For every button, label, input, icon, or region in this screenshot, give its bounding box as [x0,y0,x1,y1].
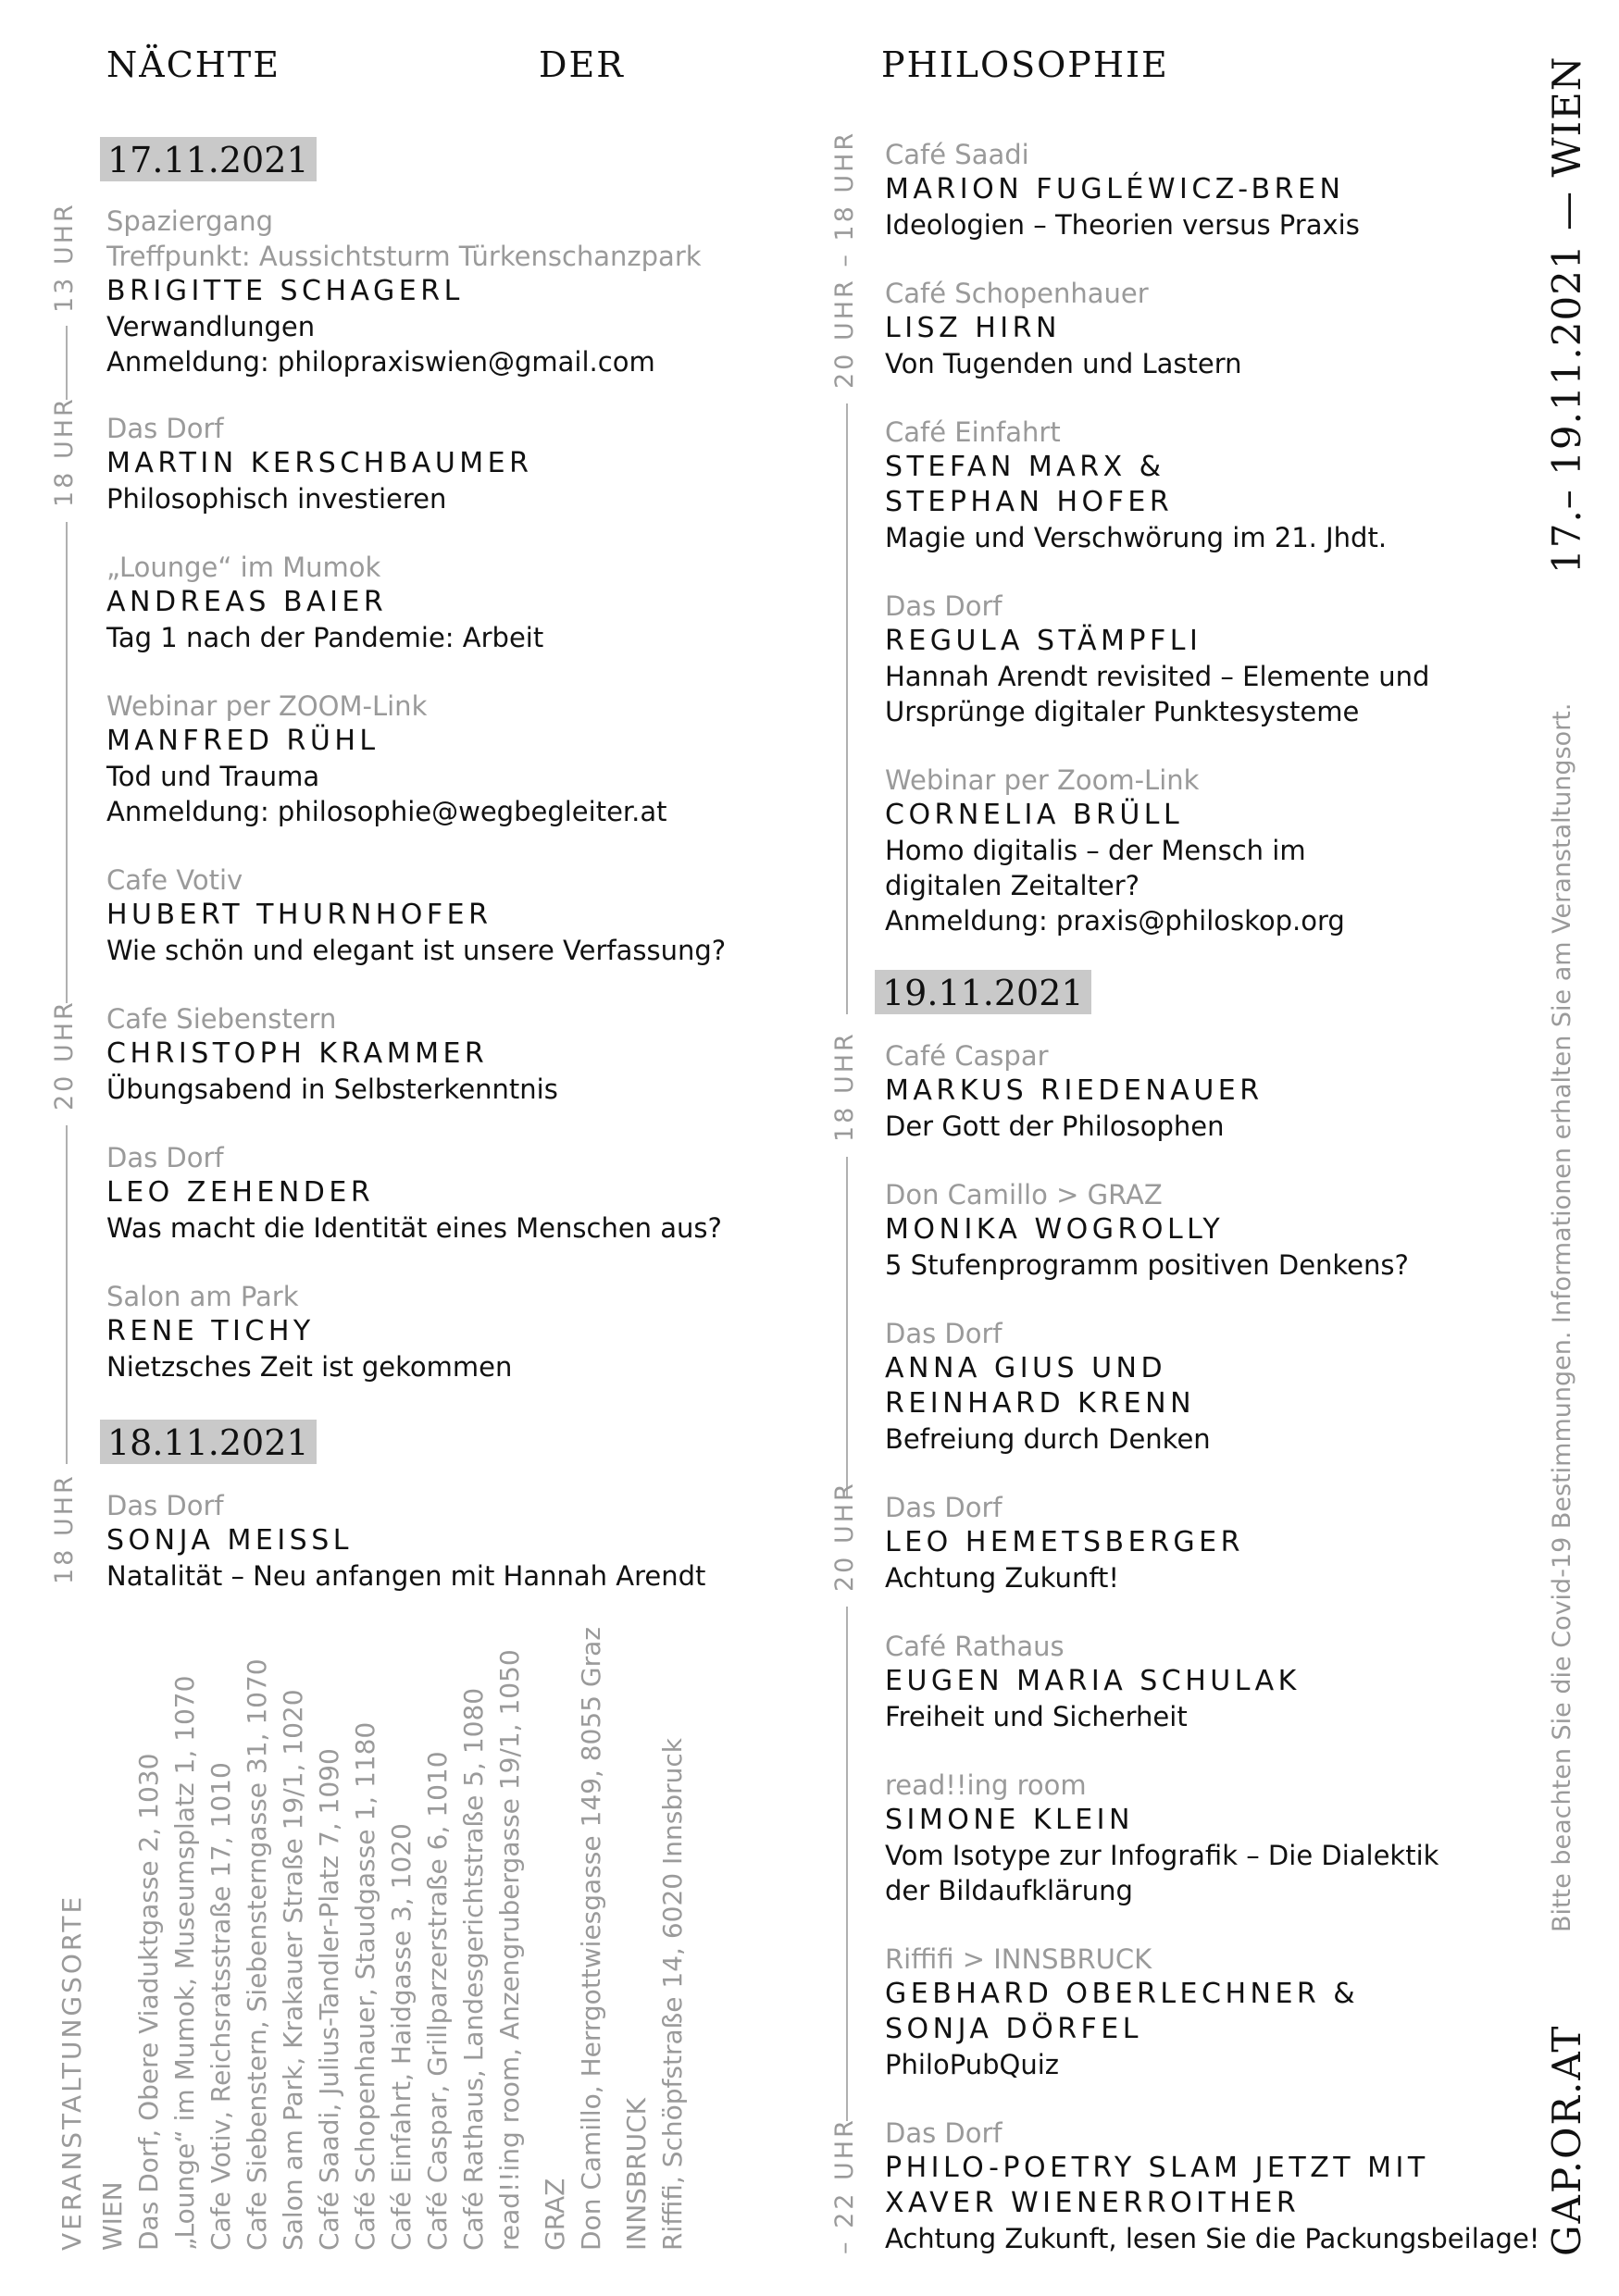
speaker-name: MONIKA WOGROLLY [885,1213,1225,1246]
speaker-name: STEFAN MARX & [885,451,1165,483]
event-venue: Das Dorf [106,413,224,444]
event-entry [885,763,1551,938]
spacer [609,1627,618,2251]
time-label: 18 UHR [50,396,79,507]
event-entry [885,1177,1551,1283]
event-entry [106,1001,773,1107]
event-title: Natalität – Neu anfangen mit Hannah Arendt [106,1560,706,1592]
event-entry [885,1316,1551,1457]
event-title: Verwandlungen [106,311,316,342]
timeline-line [66,326,68,400]
location-item: Café Schopenhauer, Staudgasse 1, 1180 [350,1721,380,2251]
event-title: Was macht die Identität eines Menschen aus? [106,1212,722,1244]
event-entry [885,589,1551,729]
time-label: 18 UHR [830,1031,859,1142]
event-dates-city: 17.– 19.11.2021 — WIEN [1544,56,1589,574]
location-item: Café Rathaus, Landesgerichtstraße 5, 1080 [458,1687,489,2251]
event-title: Befreiung durch Denken [885,1423,1211,1455]
event-title: Achtung Zukunft! [885,1562,1120,1594]
event-venue: Cafe Siebenstern [106,1003,337,1035]
location-item: Café Caspar, Grillparzerstraße 6, 1010 [422,1751,453,2251]
locations-heading: VERANSTALTUNGSORTE [56,1893,87,2251]
speaker-name: BRIGITTE SCHAGERL [106,275,464,307]
event-entry [885,1490,1551,1595]
location-region-wien: WIEN [97,2181,128,2251]
event-entry [106,550,773,655]
event-venue: Spaziergang [106,205,274,237]
event-title: Vom Isotype zur Infografik – Die Dialektik [885,1840,1439,1871]
speaker-name: STEPHAN HOFER [885,486,1174,518]
date-label-1: 17.11.2021 [100,137,317,181]
speaker-name: ANNA GIUS UND [885,1352,1167,1384]
location-item: Cafe Siebenstern, Siebensterngasse 31, 1070 [242,1658,272,2251]
event-entry [106,1140,773,1246]
event-venue: Das Dorf [885,2117,1003,2149]
event-venue: read!!ing room [885,1769,1087,1801]
location-region-graz: GRAZ [540,2178,570,2251]
event-venue: Café Rathaus [885,1631,1065,1662]
time-label: 20 UHR – 18 UHR [830,130,859,389]
event-title: PhiloPubQuiz [885,2049,1059,2080]
location-item: „Lounge“ im Mumok, Museumsplatz 1, 1070 [169,1675,200,2251]
event-title: digitalen Zeitalter? [885,870,1140,901]
speaker-name: MANFRED RÜHL [106,725,380,757]
event-title: Ursprünge digitaler Punktesysteme [885,696,1360,727]
event-entry [106,863,773,968]
speaker-name: LISZ HIRN [885,312,1061,344]
speaker-name: EUGEN MARIA SCHULAK [885,1665,1301,1697]
event-venue-detail: Treffpunkt: Aussichtsturm Türkenschanzpark [106,241,702,272]
event-entry [885,2116,1551,2256]
event-title: Wie schön und elegant ist unsere Verfassung? [106,935,727,966]
covid-notice: Bitte beachten Sie die Covid-19 Bestimmungen. Informationen erhalten Sie am Veranstaltungsort. [1548,702,1576,1932]
event-title: 5 Stufenprogramm positiven Denkens? [885,1249,1409,1281]
speaker-name: GEBHARD OBERLECHNER & [885,1978,1360,2010]
website-url[interactable]: GAP.OR.AT [1544,2024,1589,2256]
date-label-2: 18.11.2021 [100,1420,317,1464]
event-entry [885,1942,1551,2082]
event-entry [885,276,1551,381]
timeline-line [846,403,848,1014]
speaker-name: REGULA STÄMPFLI [885,625,1202,657]
timeline-line [66,1125,68,1464]
event-title: Nietzsches Zeit ist gekommen [106,1351,513,1383]
speaker-name: MARKUS RIEDENAUER [885,1074,1264,1107]
event-entry [106,204,773,379]
event-entry [885,1629,1551,1734]
event-entry [885,1038,1551,1144]
time-label: 20 UHR [50,999,79,1111]
speaker-name: MARTIN KERSCHBAUMER [106,447,533,479]
event-entry [106,1279,773,1384]
event-venue: Café Saadi [885,139,1029,170]
location-item: Café Saadi, Julius-Tandler-Platz 7, 1090 [314,1748,344,2251]
event-entry [885,415,1551,555]
event-title: Magie und Verschwörung im 21. Jhdt. [885,522,1388,553]
event-entry [106,689,773,829]
speaker-name: MARION FUGLÉWICZ-BREN [885,173,1345,205]
event-venue: Das Dorf [106,1490,224,1521]
event-venue: Café Schopenhauer [885,278,1149,309]
time-label: 20 UHR [830,1481,859,1592]
location-item: Don Camillo, Herrgottwiesgasse 149, 8055 Graz [576,1627,606,2251]
speaker-name: ANDREAS BAIER [106,586,388,618]
event-venue: Das Dorf [885,1492,1003,1523]
speaker-name: SIMONE KLEIN [885,1804,1134,1836]
event-title: Hannah Arendt revisited – Elemente und [885,661,1430,692]
speaker-name: XAVER WIENERROITHER [885,2187,1301,2219]
location-item: Das Dorf, Obere Viaduktgasse 2, 1030 [133,1753,164,2251]
time-label: – 22 UHR [830,2117,859,2254]
event-registration: Anmeldung: philopraxiswien@gmail.com [106,346,655,378]
event-title: Der Gott der Philosophen [885,1111,1225,1142]
event-venue: Das Dorf [885,1318,1003,1349]
speaker-name: HUBERT THURNHOFER [106,899,492,931]
time-label: 13 UHR [50,202,79,313]
event-entry [106,411,773,516]
location-item: Café Einfahrt, Haidgasse 3, 1020 [386,1823,417,2251]
timeline-line [66,522,68,1003]
speaker-name: REINHARD KRENN [885,1387,1196,1420]
speaker-name: LEO HEMETSBERGER [885,1526,1244,1558]
event-registration: Anmeldung: philosophie@wegbegleiter.at [106,796,667,827]
date-label-3: 19.11.2021 [875,970,1091,1014]
event-title: der Bildaufklärung [885,1875,1133,1906]
speaker-name: SONJA MEISSL [106,1524,353,1557]
event-title: Tag 1 nach der Pandemie: Arbeit [106,622,544,653]
location-item: Cafe Votiv, Reichsratsstraße 17, 1010 [205,1762,236,2251]
event-venue: Cafe Votiv [106,864,243,896]
location-item: read!!ing room, Anzengrubergasse 19/1, 1050 [494,1649,525,2251]
event-title: Übungsabend in Selbsterkenntnis [106,1074,558,1105]
event-title: Philosophisch investieren [106,483,447,515]
speaker-name: LEO ZEHENDER [106,1176,375,1209]
header-word-3: PHILOSOPHIE [881,44,1169,85]
spacer [528,1627,537,2251]
event-entry [885,1768,1551,1908]
event-venue: Webinar per Zoom-Link [885,764,1200,796]
timeline-line [846,1157,848,1497]
event-registration: Anmeldung: praxis@philoskop.org [885,905,1345,937]
event-venue: Café Caspar [885,1040,1049,1072]
event-title: Ideologien – Theorien versus Praxis [885,209,1360,241]
event-title: Von Tugenden und Lastern [885,348,1242,379]
locations-list [94,1627,691,2251]
speaker-name: SONJA DÖRFEL [885,2013,1142,2045]
speaker-name: CHRISTOPH KRAMMER [106,1037,489,1070]
location-region-innsbruck: INNSBRUCK [621,2098,652,2251]
event-venue: „Lounge“ im Mumok [106,552,381,583]
speaker-name: CORNELIA BRÜLL [885,799,1184,831]
event-venue: Das Dorf [885,590,1003,622]
event-title: Achtung Zukunft, lesen Sie die Packungsbeilage! [885,2223,1540,2254]
event-venue: Café Einfahrt [885,416,1061,448]
event-entry [106,1488,773,1594]
event-title: Freiheit und Sicherheit [885,1701,1188,1732]
event-venue: Salon am Park [106,1281,299,1312]
location-item: Salon am Park, Krakauer Straße 19/1, 1020 [278,1689,308,2251]
header-word-2: DER [539,44,625,85]
location-item: Riffifi, Schöpfstraße 14, 6020 Innsbruck [657,1738,688,2251]
header-word-1: NÄCHTE [106,44,280,85]
speaker-name: PHILO-POETRY SLAM JETZT MIT [885,2152,1429,2184]
time-label: 18 UHR [50,1473,79,1584]
event-title: Homo digitalis – der Mensch im [885,835,1306,866]
speaker-name: RENE TICHY [106,1315,315,1347]
event-venue: Das Dorf [106,1142,224,1173]
event-title: Tod und Trauma [106,761,320,792]
event-venue: Riffifi > INNSBRUCK [885,1943,1152,1975]
event-entry [885,137,1551,242]
event-venue: Webinar per ZOOM-Link [106,690,428,722]
timeline-line [846,1607,848,2121]
event-venue: Don Camillo > GRAZ [885,1179,1163,1210]
